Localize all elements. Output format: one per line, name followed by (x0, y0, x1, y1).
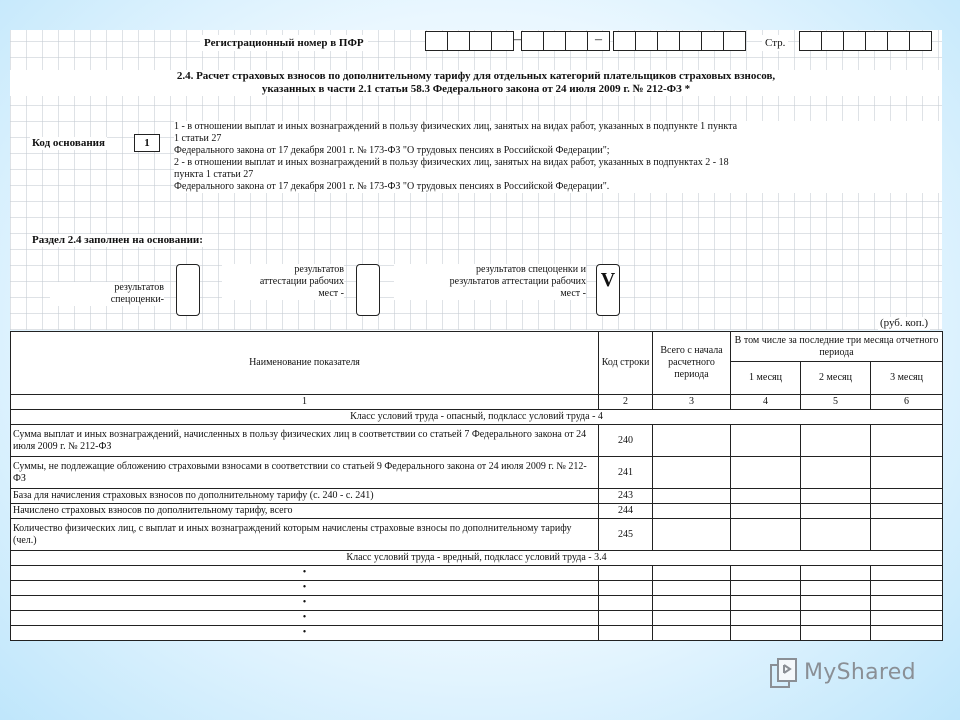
value-cell[interactable] (653, 611, 731, 626)
value-cell[interactable] (653, 457, 731, 489)
basis-option-spec-line: спецоценки- (110, 294, 164, 305)
value-cell[interactable] (731, 566, 801, 581)
row-code: 245 (599, 519, 653, 551)
reg-number-label: Регистрационный номер в ПФР (200, 35, 368, 51)
row-code: 241 (599, 457, 653, 489)
header-line-code: Код строки (599, 332, 653, 395)
value-cell[interactable] (801, 566, 871, 581)
page-number-cells[interactable] (800, 31, 932, 51)
value-cell[interactable] (731, 581, 801, 596)
value-cell[interactable] (801, 504, 871, 519)
code-basis-desc-line: 2 - в отношении выплат и иных вознаграждений в пользу физических лиц, занятых на видах работ, указанных в подпунктах 2 - 18 (174, 157, 729, 168)
basis-option-both (394, 264, 586, 300)
reg-number-part3[interactable] (614, 31, 746, 51)
value-cell[interactable] (731, 626, 801, 641)
watermark-logo-icon (768, 655, 804, 689)
row-code[interactable] (599, 611, 653, 626)
value-cell[interactable] (653, 504, 731, 519)
value-cell[interactable] (731, 504, 801, 519)
value-cell[interactable] (801, 626, 871, 641)
basis-option-attest-line: результатов (294, 264, 344, 275)
code-basis-value[interactable]: 1 (134, 134, 160, 152)
column-number: 3 (653, 395, 731, 410)
value-cell[interactable] (653, 626, 731, 641)
value-cell[interactable] (731, 611, 801, 626)
header-month-1: 1 месяц (731, 362, 801, 395)
value-cell[interactable] (871, 581, 943, 596)
row-name: База для начисления страховых взносов по дополнительному тарифу (с. 240 - с. 241) (11, 489, 599, 504)
basis-option-attest-line: аттестации рабочих (259, 276, 344, 287)
value-cell[interactable] (801, 425, 871, 457)
value-cell[interactable] (731, 489, 801, 504)
row-code[interactable] (599, 626, 653, 641)
row-name: Количество физических лиц, с выплат и иных вознаграждений которым начислены страховые взносы по дополнительному тарифу (чел.) (11, 519, 599, 551)
value-cell[interactable] (801, 457, 871, 489)
row-code: 244 (599, 504, 653, 519)
value-cell[interactable] (871, 489, 943, 504)
value-cell[interactable] (871, 596, 943, 611)
basis-option-both-line: мест - (560, 288, 586, 299)
code-basis-desc-line: 1 - в отношении выплат и иных вознаграждений в пользу физических лиц, занятых на видах работ, указанных в подпункте 1 пункта (174, 121, 738, 132)
basis-option-both-box[interactable]: V (596, 264, 620, 316)
value-cell[interactable] (801, 519, 871, 551)
column-number: 6 (871, 395, 943, 410)
row-name: • (11, 581, 599, 596)
code-basis-desc-line: Федерального закона от 17 декабря 2001 г. № 173-ФЗ "О трудовых пенсиях в Российской Федерации"; (174, 145, 610, 156)
row-name: • (11, 566, 599, 581)
header-last-three-months: В том числе за последние три месяца отчетного периода (731, 332, 943, 362)
row-name: Начислено страховых взносов по дополнительному тарифу, всего (11, 504, 599, 519)
watermark (768, 655, 916, 689)
section-title-line1: 2.4. Расчет страховых взносов по дополнительному тарифу для отдельных категорий плательщиков страховых взносов, (176, 70, 776, 82)
reg-number-part1[interactable] (426, 31, 514, 51)
row-name: Сумма выплат и иных вознаграждений, начисленных в пользу физических лиц в соответствии со статьей 7 Федерального закона от 24 июля 2009 г. № 212-ФЗ (11, 425, 599, 457)
value-cell[interactable] (801, 581, 871, 596)
basis-option-attest-box[interactable] (356, 264, 380, 316)
value-cell[interactable] (731, 519, 801, 551)
watermark-text: MyShared (804, 659, 916, 685)
value-cell[interactable] (871, 457, 943, 489)
column-number: 1 (11, 395, 599, 410)
class-row-harmful: Класс условий труда - вредный, подкласс условий труда - 3.4 (11, 551, 943, 566)
value-cell[interactable] (653, 489, 731, 504)
page-label: Стр. (762, 35, 788, 51)
value-cell[interactable] (871, 566, 943, 581)
row-name: Суммы, не подлежащие обложению страховыми взносами в соответствии со статьей 9 Федерального закона от 24 июля 2009 г. № 212-ФЗ (11, 457, 599, 489)
basis-option-both-line: результатов аттестации рабочих (449, 276, 586, 287)
code-basis-desc-line: Федерального закона от 17 декабря 2001 г. № 173-ФЗ "О трудовых пенсиях в Российской Федерации". (174, 181, 610, 192)
row-name: • (11, 596, 599, 611)
value-cell[interactable] (801, 596, 871, 611)
row-code: 240 (599, 425, 653, 457)
basis-option-spec-line: результатов (114, 282, 164, 293)
reg-separator: – (514, 32, 521, 47)
value-cell[interactable] (653, 566, 731, 581)
header-total: Всего с начала расчетного периода (653, 332, 731, 395)
class-row-dangerous: Класс условий труда - опасный, подкласс условий труда - 4 (11, 410, 943, 425)
value-cell[interactable] (871, 519, 943, 551)
row-code: 243 (599, 489, 653, 504)
row-name: • (11, 611, 599, 626)
value-cell[interactable] (731, 457, 801, 489)
header-month-2: 2 месяц (801, 362, 871, 395)
row-code[interactable] (599, 566, 653, 581)
header-indicator-name: Наименование показателя (11, 332, 599, 395)
value-cell[interactable] (731, 596, 801, 611)
code-basis-desc-line: пункта 1 статьи 27 (174, 169, 254, 180)
code-basis-label: Код основания (32, 137, 105, 149)
value-cell[interactable] (801, 489, 871, 504)
section-title (10, 70, 942, 96)
column-number: 2 (599, 395, 653, 410)
indicators-table (10, 331, 943, 641)
value-cell[interactable] (871, 425, 943, 457)
row-code[interactable] (599, 581, 653, 596)
row-name: • (11, 626, 599, 641)
value-cell[interactable] (653, 425, 731, 457)
basis-option-spec (50, 282, 164, 306)
form-sheet (10, 30, 942, 330)
value-cell[interactable] (801, 611, 871, 626)
reg-separator: – (595, 32, 602, 47)
value-cell[interactable] (731, 425, 801, 457)
column-number: 4 (731, 395, 801, 410)
section-title-line2: указанных в части 2.1 статьи 58.3 Федерального закона от 24 июля 2009 г. № 212-ФЗ * (261, 83, 691, 95)
value-cell[interactable] (871, 626, 943, 641)
basis-title: Раздел 2.4 заполнен на основании: (32, 234, 203, 246)
basis-option-spec-box[interactable] (176, 264, 200, 316)
header-month-3: 3 месяц (871, 362, 943, 395)
column-number: 5 (801, 395, 871, 410)
value-cell[interactable] (871, 504, 943, 519)
basis-option-attest (222, 264, 344, 300)
value-cell[interactable] (653, 596, 731, 611)
value-cell[interactable] (871, 611, 943, 626)
units-label: (руб. коп.) (879, 317, 928, 329)
value-cell[interactable] (653, 519, 731, 551)
code-basis-description (174, 121, 942, 193)
basis-option-attest-line: мест - (318, 288, 344, 299)
basis-option-both-line: результатов спецоценки и (476, 264, 586, 275)
row-code[interactable] (599, 596, 653, 611)
value-cell[interactable] (653, 581, 731, 596)
code-basis-desc-line: 1 статьи 27 (174, 133, 222, 144)
